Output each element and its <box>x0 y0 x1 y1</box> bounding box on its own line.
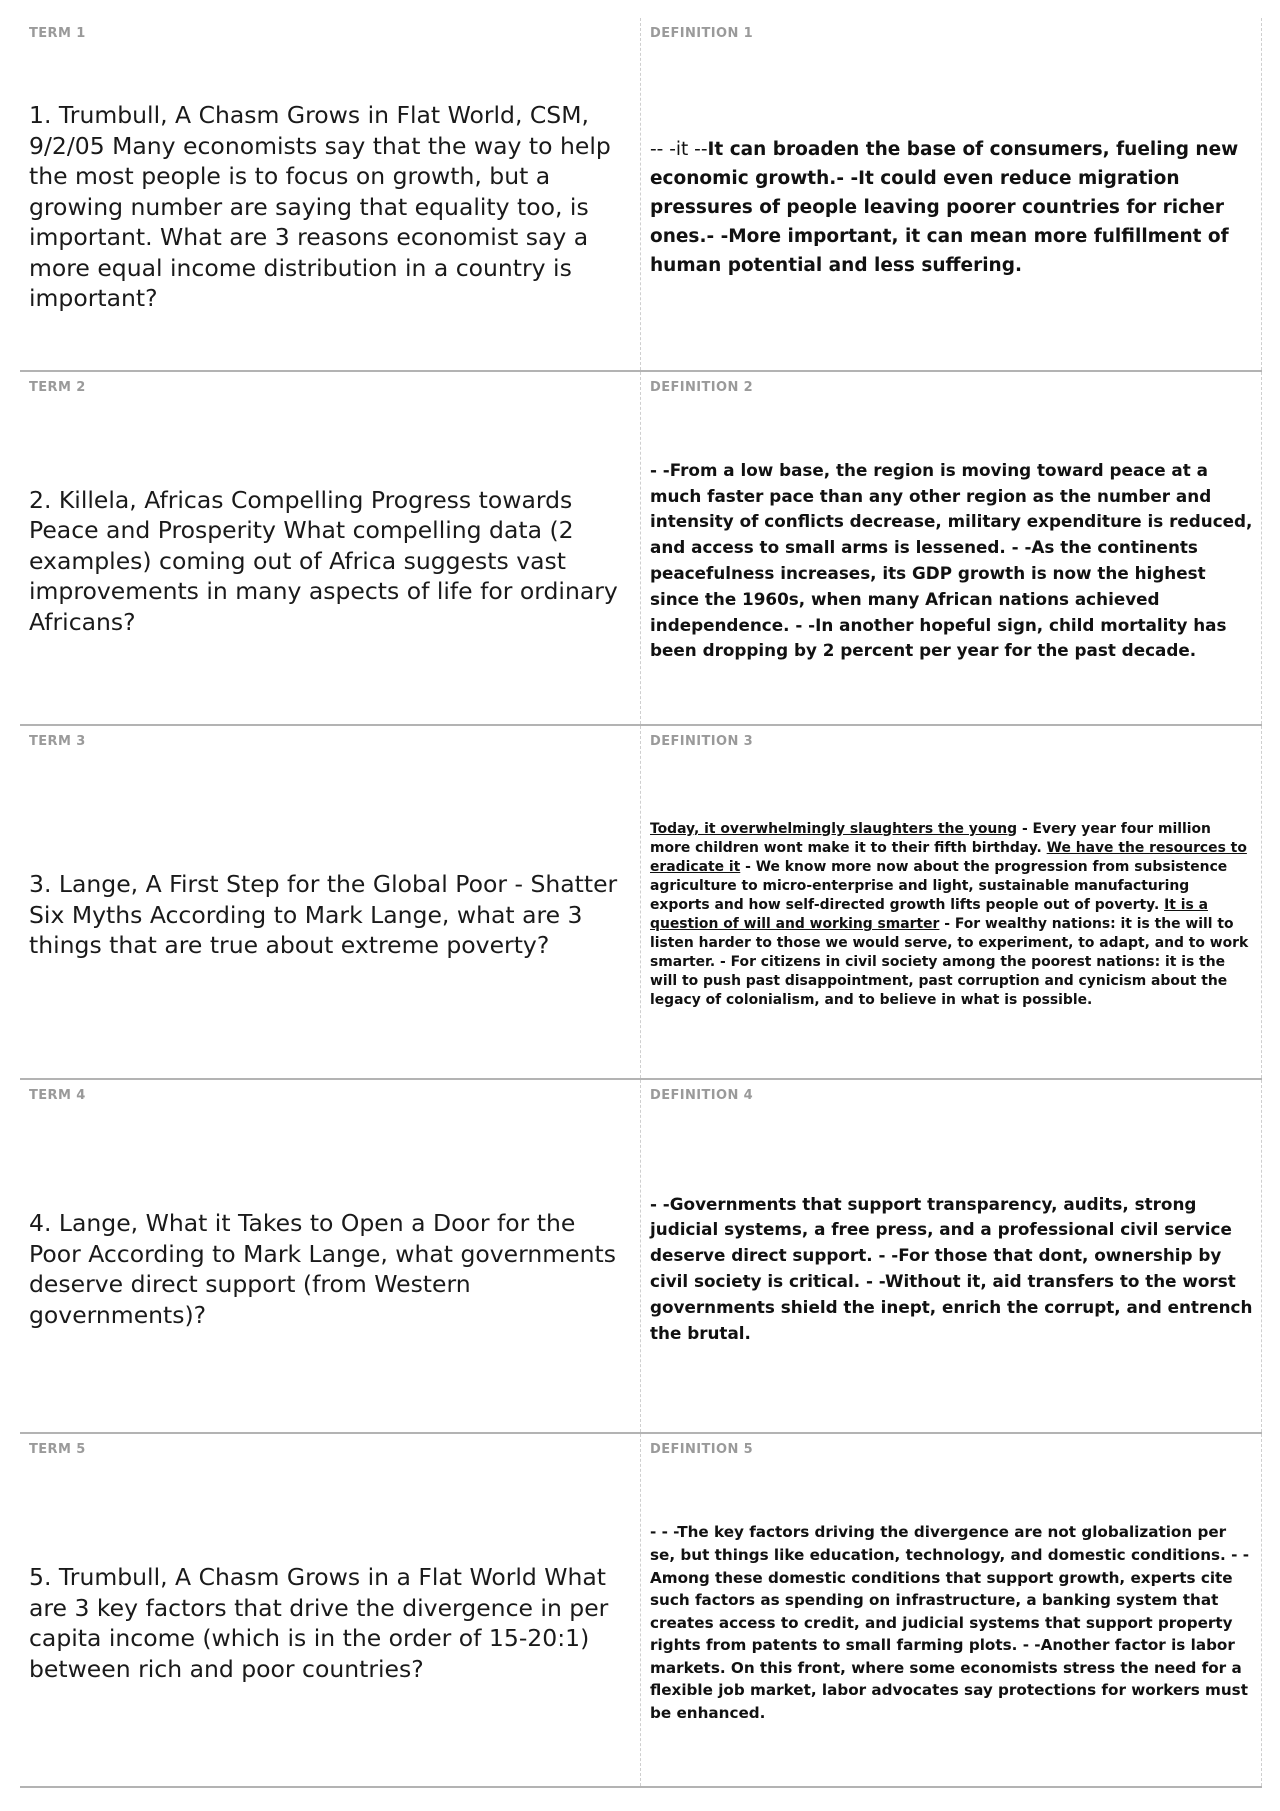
term-cell-4 <box>20 1080 641 1432</box>
card-row-5 <box>20 1434 1262 1788</box>
definition-content-4 <box>650 1110 1253 1428</box>
definition-3-text-1: - Every year four million more children wont make it to their fifth birthday. <box>650 820 1211 856</box>
definition-3-text-3: - For wealthy nations: it is the will to listen harder to those we would serve, to experiment, to adapt, and to work smarter. - For citizens in civil society among the poorest nations: it is the will to push past disappointment, past corruption and cynicism about the legacy of colonialism, and to believe in what is possible. <box>650 916 1249 1009</box>
card-row-3 <box>20 726 1262 1080</box>
term-cell-2 <box>20 372 641 724</box>
definition-text-1 <box>650 135 1253 280</box>
definition-cell-2 <box>641 372 1262 724</box>
definition-3-underlined-1: Today, it overwhelmingly slaughters the young <box>650 820 1018 837</box>
term-cell-3 <box>20 726 641 1078</box>
definition-text-2: - -From a low base, the region is moving toward peace at a much faster pace than any other region as the number and intensity of conflicts decrease, military expenditure is reduced, and access to small arms is lessened. - -As the continents peacefulness increases, its GDP growth is now the highest since the 1960s, when many African nations achieved independence. - -In another hopeful sign, child mortality has been dropping by 2 percent per year for the past decade. <box>650 459 1253 661</box>
definition-label-2: DEFINITION 2 <box>650 380 754 395</box>
term-text-3: 3. Lange, A First Step for the Global Poor - Shatter Six Myths According to Mark Lange, what are 3 things that are true about extreme poverty? <box>29 870 618 960</box>
definition-content-2 <box>650 402 1253 720</box>
definition-body-1: It can broaden the base of consumers, fueling new economic growth.- -It could even reduce migration pressures of people leaving poorer countries for richer ones.- -More important, it can mean more fulfillment of human potential and less suffering. <box>650 138 1239 276</box>
definition-text-5: - - -The key factors driving the divergence are not globalization per se, but things like education, technology, and domestic conditions. - -Among these domestic conditions that support growth, experts cite such factors as spending on infrastructure, a banking system that creates access to credit, and judicial systems that support property rights from patents to small farming plots. - -Another factor is labor markets. On this front, where some economists stress the need for a flexible job market, labor advocates say protections for workers must be enhanced. <box>650 1523 1250 1723</box>
term-text-4: 4. Lange, What it Takes to Open a Door for the Poor According to Mark Lange, what governments deserve direct support (from Western governments)? <box>29 1209 616 1329</box>
card-row-2 <box>20 372 1262 726</box>
term-text-1: 1. Trumbull, A Chasm Grows in Flat World, CSM, 9/2/05 Many economists say that the way to help the most people is to focus on growth, but a growing number are saying that equality too, is important. What are 3 reasons economist say a more equal income distribution in a country is important? <box>29 101 611 313</box>
term-label-1: TERM 1 <box>29 26 86 41</box>
term-label-2: TERM 2 <box>29 380 86 395</box>
definition-cell-4 <box>641 1080 1262 1432</box>
term-content-3 <box>29 756 632 1074</box>
definition-label-1: DEFINITION 1 <box>650 26 754 41</box>
term-content-4 <box>29 1110 632 1428</box>
definition-3-text-2: - We know more now about the progression from subsistence agriculture to micro-enterprise and light, sustainable manufacturing exports and how self-directed growth lifts people out of poverty. <box>650 858 1228 913</box>
definition-3-underlined-2: We have the resources to eradicate it <box>650 839 1247 875</box>
card-row-1 <box>20 18 1262 372</box>
definition-3-underlined-3: It is a question of will and working smarter <box>650 896 1208 932</box>
term-content-1 <box>29 48 632 366</box>
definition-cell-3 <box>641 726 1262 1078</box>
definition-cell-5 <box>641 1434 1262 1786</box>
term-label-3: TERM 3 <box>29 734 86 749</box>
term-content-2 <box>29 402 632 720</box>
definition-content-5 <box>650 1464 1253 1782</box>
definition-content-1 <box>650 48 1253 366</box>
definition-label-4: DEFINITION 4 <box>650 1088 754 1103</box>
term-cell-1 <box>20 18 641 370</box>
flashcard-sheet <box>20 18 1262 1788</box>
card-row-4 <box>20 1080 1262 1434</box>
term-cell-5 <box>20 1434 641 1786</box>
definition-label-5: DEFINITION 5 <box>650 1442 754 1457</box>
term-content-5 <box>29 1464 632 1782</box>
term-text-5: 5. Trumbull, A Chasm Grows in a Flat World What are 3 key factors that drive the divergence in per capita income (which is in the order of 15-20:1) between rich and poor countries? <box>29 1563 609 1683</box>
definition-prefix-1: -- -it -- <box>650 138 708 160</box>
definition-content-3 <box>650 756 1253 1074</box>
definition-label-3: DEFINITION 3 <box>650 734 754 749</box>
definition-text-3 <box>650 820 1253 1011</box>
definition-cell-1 <box>641 18 1262 370</box>
term-label-4: TERM 4 <box>29 1088 86 1103</box>
term-text-2: 2. Killela, Africas Compelling Progress towards Peace and Prosperity What compelling data (2 examples) coming out of Africa suggests vast improvements in many aspects of life for ordinary Africans? <box>29 485 618 636</box>
definition-text-4: - -Governments that support transparency, audits, strong judicial systems, a free press, and a professional civil service deserve direct support. - -For those that dont, ownership by civil society is critical. - -Without it, aid transfers to the worst governments shield the inept, enrich the corrupt, and entrench the brutal. <box>650 1193 1253 1343</box>
term-label-5: TERM 5 <box>29 1442 86 1457</box>
